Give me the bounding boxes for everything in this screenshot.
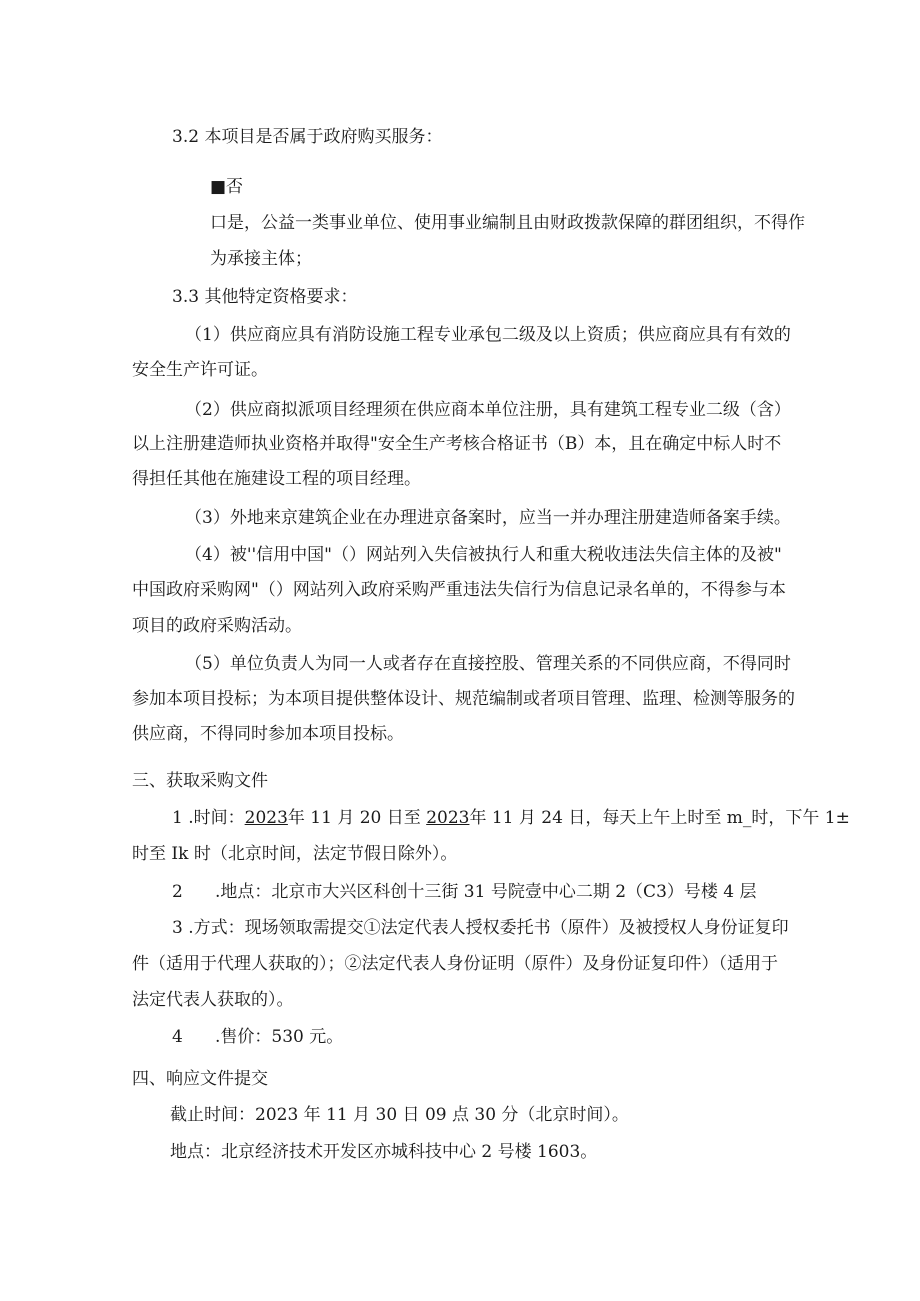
requirement-1-line-2: 安全生产许可证。 — [132, 360, 268, 380]
requirement-3-line-1: （3）外地来京建筑企业在办理进京备案时，应当一并办理注册建造师备案手续。 — [185, 508, 791, 528]
obtain-method-line-2: 件（适用于代理人获取的）；②法定代表人身份证明（原件）及身份证复印件）（适用于 — [132, 954, 778, 974]
requirement-2-line-2: 以上注册建造师执业资格并取得"安全生产考核合格证书（B）本，且在确定中标人时不 — [132, 434, 782, 454]
submission-deadline: 截止时间：2023 年 11 月 30 日 09 点 30 分（北京时间）。 — [170, 1105, 629, 1125]
obtain-time-line-1 — [172, 806, 850, 830]
section-3-3-title: 3.3 其他特定资格要求： — [172, 287, 358, 307]
obtain-time-rest: 年 11 月 24 日，每天上午上时至 m_时，下午 1± — [469, 808, 850, 828]
option-yes-line-2: 为承接主体； — [210, 249, 312, 269]
obtain-time-line-2: 时至 Ik 时（北京时间，法定节假日除外）。 — [132, 844, 458, 864]
option-yes-line-1: 口是，公益一类事业单位、使用事业编制且由财政拨款保障的群团组织，不得作 — [210, 213, 805, 233]
obtain-place-text: .地点：北京市大兴区科创十三街 31 号院壹中心二期 2（C3）号楼 4 层 — [215, 882, 757, 902]
section-four-heading: 四、响应文件提交 — [132, 1069, 268, 1089]
price-number: 4 — [172, 1027, 183, 1047]
requirement-4-line-3: 项目的政府采购活动。 — [132, 616, 302, 636]
requirement-4-line-2: 中国政府采购网"（）网站列入政府采购严重违法失信行为信息记录名单的，不得参与本 — [132, 580, 786, 600]
requirement-5-line-2: 参加本项目投标；为本项目提供整体设计、规范编制或者项目管理、监理、检测等服务的 — [132, 689, 795, 709]
section-3-2-title: 3.2 本项目是否属于政府购买服务： — [172, 127, 443, 147]
obtain-time-prefix: 1 .时间： — [172, 808, 245, 828]
price-text: .售价：530 元。 — [215, 1027, 344, 1047]
obtain-place-number: 2 — [172, 882, 183, 902]
requirement-2-line-1: （2）供应商拟派项目经理须在供应商本单位注册，具有建筑工程专业二级（含） — [185, 400, 791, 420]
obtain-method-line-1: 3 .方式：现场领取需提交①法定代表人授权委托书（原件）及被授权人身份证复印 — [172, 918, 789, 938]
option-no-checked: ■否 — [210, 177, 244, 197]
requirement-5-line-1: （5）单位负责人为同一人或者存在直接控股、管理关系的不同供应商，不得同时 — [185, 654, 791, 674]
submission-location: 地点：北京经济技术开发区亦城科技中心 2 号楼 1603。 — [170, 1142, 598, 1162]
requirement-2-line-3: 得担任其他在施建设工程的项目经理。 — [132, 469, 421, 489]
section-three-heading: 三、获取采购文件 — [132, 771, 268, 791]
requirement-4-line-1: （4）被''信用中国"（）网站列入失信被执行人和重大税收违法失信主体的及被" — [185, 545, 782, 565]
obtain-start-year: 2023 — [244, 808, 288, 828]
requirement-5-line-3: 供应商，不得同时参加本项目投标。 — [132, 724, 404, 744]
obtain-time-middle: 年 11 月 20 日至 — [287, 808, 427, 828]
obtain-method-line-3: 法定代表人获取的）。 — [132, 990, 294, 1010]
obtain-end-year: 2023 — [426, 808, 470, 828]
requirement-1-line-1: （1）供应商应具有消防设施工程专业承包二级及以上资质；供应商应具有有效的 — [185, 325, 791, 345]
